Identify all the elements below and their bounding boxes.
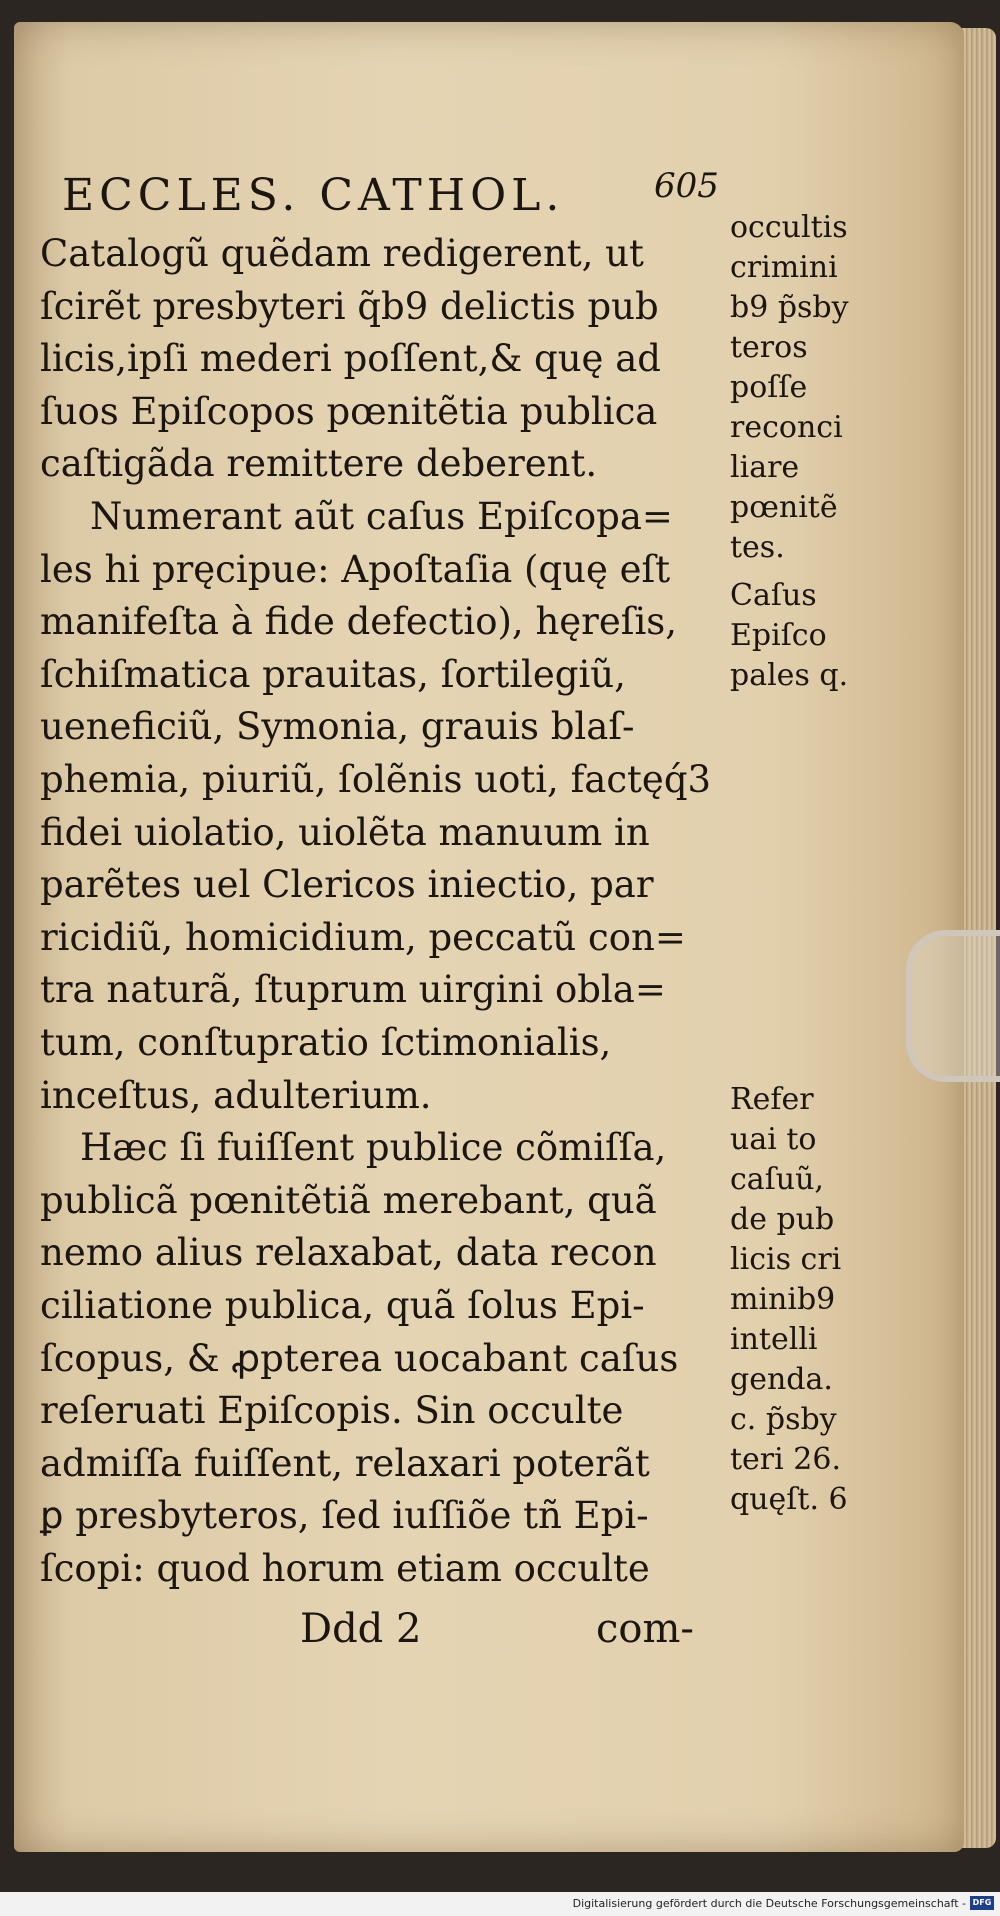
text-line: fidei uiolatio, uiolẽta manuum in bbox=[40, 811, 650, 854]
signature-mark: Ddd 2 bbox=[300, 1606, 422, 1652]
text-line: Numerant aũt caſus Epiſcopa= bbox=[90, 495, 673, 538]
text-line: ſcopi: quod horum etiam occulte bbox=[40, 1547, 650, 1590]
margin-note-line: reconci bbox=[730, 410, 843, 445]
text-line: les hi pręcipue: Apoſtaſia (quę eſt bbox=[40, 548, 671, 591]
dfg-logo: DFG bbox=[970, 1896, 994, 1910]
margin-note-line: Epiſco bbox=[730, 618, 827, 653]
text-line: ſchiſmatica prauitas, ſortilegiũ, bbox=[40, 653, 626, 696]
text-line: caſtigãda remittere deberent. bbox=[40, 442, 598, 485]
margin-note-2 bbox=[730, 576, 870, 696]
text-line: tra naturã, ſtuprum uirgini obla= bbox=[40, 968, 666, 1011]
margin-note-line: uai to bbox=[730, 1122, 817, 1157]
margin-note-line: licis cri bbox=[730, 1242, 842, 1277]
text-line: licis,ipſi mederi poſſent,& quę ad bbox=[40, 337, 661, 380]
text-line: Hæc ſi fuiſſent publice cõmiſſa, bbox=[80, 1126, 667, 1169]
margin-note-1 bbox=[730, 208, 870, 568]
margin-note-line: Refer bbox=[730, 1082, 814, 1117]
margin-note-3 bbox=[730, 1080, 870, 1520]
text-line: tum, conſtupratio ſctimonialis, bbox=[40, 1021, 612, 1064]
running-head: ECCLES. CATHOL. bbox=[62, 170, 565, 221]
margin-note-line: pœnitẽ bbox=[730, 490, 838, 525]
text-line: phemia, piuriũ, ſolẽnis uoti, factęq́3 bbox=[40, 758, 712, 801]
text-line: ciliatione publica, quã ſolus Epi- bbox=[40, 1284, 645, 1327]
text-line: ꝑ presbyteros, ſed iuſſiõe tñ Epi- bbox=[40, 1494, 649, 1537]
margin-note-line: tes. bbox=[730, 530, 785, 565]
margin-note-line: occultis bbox=[730, 210, 848, 245]
text-line: inceſtus, adulterium. bbox=[40, 1074, 432, 1117]
margin-note-line: caſuũ, bbox=[730, 1162, 824, 1197]
folio-number: 605 bbox=[654, 166, 719, 206]
margin-note-line: Caſus bbox=[730, 578, 817, 613]
text-line: parẽtes uel Clericos iniectio, par bbox=[40, 863, 654, 906]
margin-note-line: liare bbox=[730, 450, 800, 485]
text-line: ſuos Epiſcopos pœnitẽtia publica bbox=[40, 390, 658, 433]
text-line: ſcirẽt presbyteri q̃b9 delictis pub bbox=[40, 285, 659, 328]
margin-note-line: quęſt. 6 bbox=[730, 1482, 848, 1517]
margin-note-line: b9 p̃sby bbox=[730, 290, 849, 325]
text-line: publicã pœnitẽtiã merebant, quã bbox=[40, 1179, 657, 1222]
text-line: ricidiũ, homicidium, peccatũ con= bbox=[40, 916, 686, 959]
text-line: nemo alius relaxabat, data recon bbox=[40, 1231, 657, 1274]
footer-bar bbox=[0, 1892, 1000, 1916]
running-header bbox=[62, 166, 719, 230]
book-clasp bbox=[906, 930, 1000, 1082]
margin-note-line: pales q. bbox=[730, 658, 849, 693]
text-line: Catalogũ quẽdam redigerent, ut bbox=[40, 232, 644, 275]
text-line: ſcopus, & ꝓpterea uocabant caſus bbox=[40, 1337, 679, 1380]
margin-note-line: teros bbox=[730, 330, 808, 365]
text-line: manifeſta à fide defectio), hęreſis, bbox=[40, 600, 678, 643]
margin-note-line: c. p̃sby bbox=[730, 1402, 837, 1437]
margin-note-line: genda. bbox=[730, 1362, 833, 1397]
margin-note-line: de pub bbox=[730, 1202, 835, 1237]
text-line: ueneficiũ, Symonia, grauis blaſ- bbox=[40, 705, 635, 748]
catchword: com- bbox=[596, 1606, 694, 1652]
margin-note-line: minib9 bbox=[730, 1282, 836, 1317]
funding-credit: Digitalisierung gefördert durch die Deutsche Forschungsgemeinschaft - bbox=[572, 1897, 966, 1910]
text-line: admiſſa fuiſſent, relaxari poterãt bbox=[40, 1442, 650, 1485]
margin-note-line: poſſe bbox=[730, 370, 808, 405]
margin-note-line: intelli bbox=[730, 1322, 818, 1357]
text-line: reſeruati Epiſcopis. Sin occulte bbox=[40, 1389, 624, 1432]
margin-note-line: teri 26. bbox=[730, 1442, 841, 1477]
margin-note-line: crimini bbox=[730, 250, 838, 285]
